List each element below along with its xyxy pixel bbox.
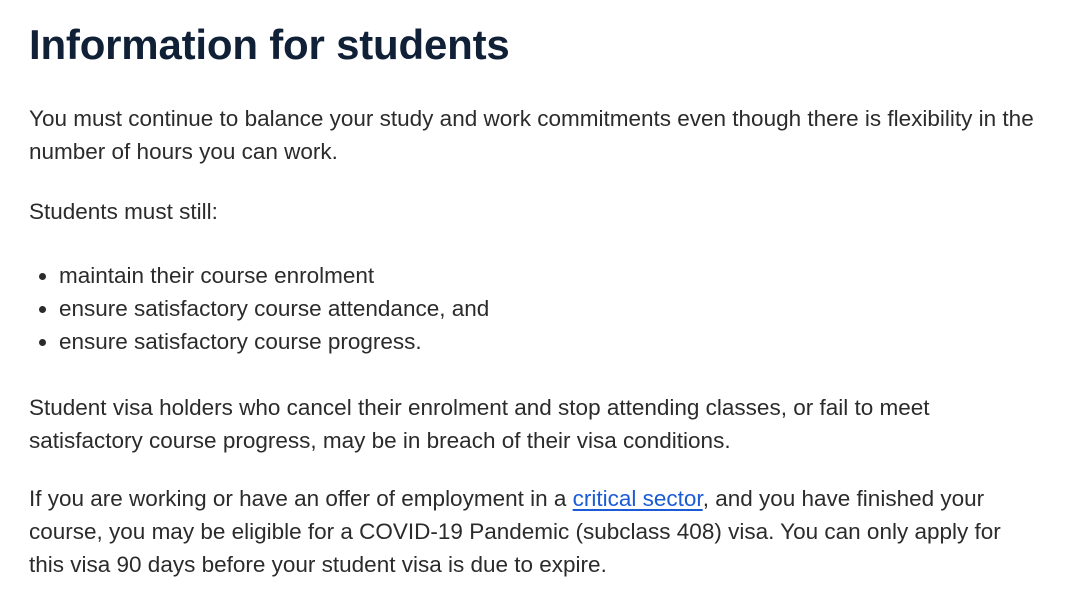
critical-sector-link[interactable]: critical sector [572, 486, 703, 511]
requirements-list [29, 259, 1040, 358]
critical-text-after: , and you have finished your course, you may be eligible for a COVID-19 Pandemic (subclass 408) visa. You can only apply for this visa 90 days before your student visa is due to expire. [29, 486, 1001, 577]
list-item: • maintain their course enrolment [59, 259, 1040, 292]
students-must-still-label: Students must still: [29, 199, 218, 224]
list-item: • ensure satisfactory course attendance, and [59, 292, 1040, 325]
breach-paragraph: Student visa holders who cancel their enrolment and stop attending classes, or fail to meet satisfactory course progress, may be in breach of their visa conditions. [29, 395, 930, 453]
critical-sector-paragraph [29, 482, 1040, 581]
page-title: Information for students [29, 21, 510, 68]
list-item: • ensure satisfactory course progress. [59, 325, 1040, 358]
intro-paragraph: You must continue to balance your study and work commitments even though there is flexibility in the number of hours you can work. [29, 106, 1034, 164]
critical-text-before: If you are working or have an offer of employment in a [29, 486, 573, 511]
